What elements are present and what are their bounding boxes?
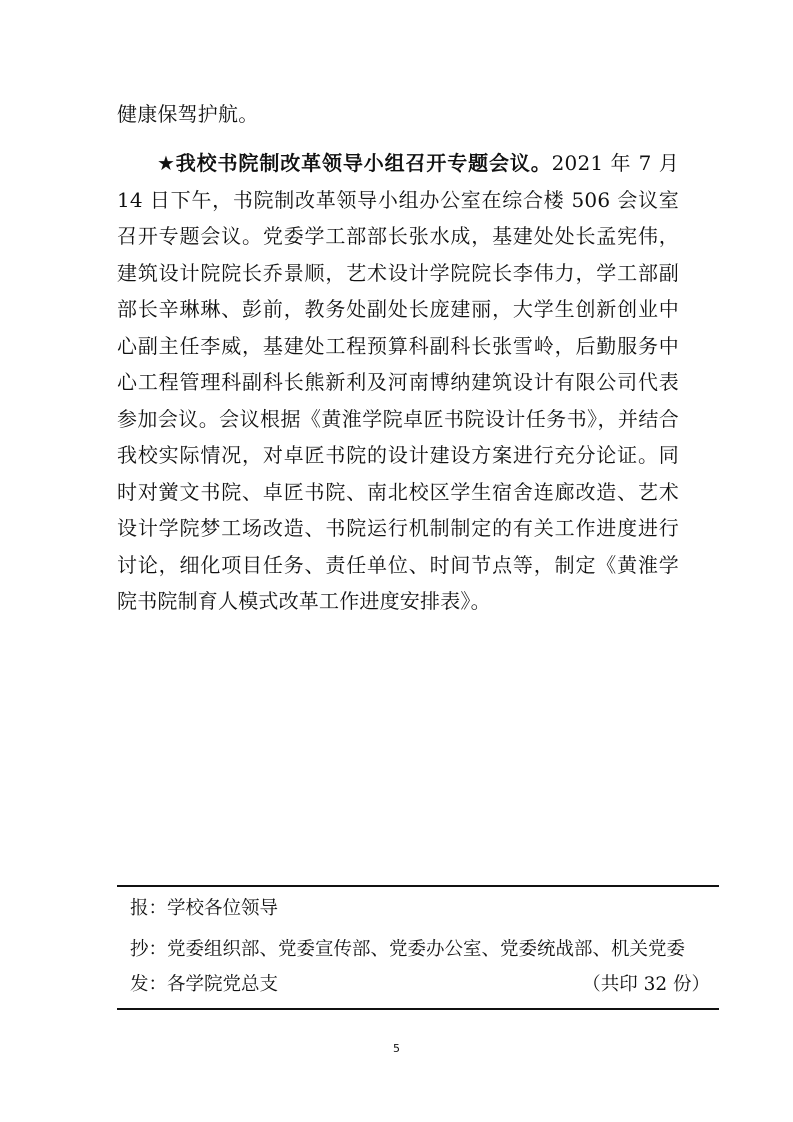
- news-body: 2021 年 7 月 14 日下午，书院制改革领导小组办公室在综合楼 506 会议室召开专题会议。党委学工部部长张水成，基建处处长孟宪伟，建筑设计院院长乔景顺，艺术设计学院院长李伟力，学工部副部长辛琳琳、彭前，教务处副处长庞建丽，大学生创新创业中心副主任李威，基建处工程预算科副科长张雪岭，后勤服务中心工程管理科副科长熊新利及河南博纳建筑设计有限公司代表参加会议。会议根据《黄淮学院卓匠书院设计任务书》，并结合我校实际情况，对卓匠书院的设计建设方案进行充分论证。同时对黉文书院、卓匠书院、南北校区学生宿舍连廊改造、艺术设计学院梦工场改造、书院运行机制制定的有关工作进度进行讨论，细化项目任务、责任单位、时间节点等，制定《黄淮学院书院制育人模式改革工作进度安排表》。: [117, 151, 679, 613]
- news-paragraph: [117, 145, 679, 620]
- distribution-bottom-rule: [117, 1008, 719, 1010]
- distribution-copy-line: [130, 935, 710, 965]
- distribution-report-line: [130, 894, 710, 924]
- distribution-copy-text: 抄：党委组织部、党委宣传部、党委办公室、党委统战部、机关党委: [130, 939, 686, 960]
- print-copies-count: （共印 32 份）: [582, 974, 710, 995]
- distribution-report-text: 报：学校各位领导: [130, 898, 279, 919]
- continuation-paragraph: [117, 96, 679, 133]
- distribution-top-rule: [117, 885, 719, 887]
- news-headline: ★我校书院制改革领导小组召开专题会议。: [157, 151, 552, 175]
- continuation-text: 健康保驾护航。: [117, 102, 259, 126]
- distribution-send-line: [130, 970, 710, 1000]
- distribution-send-text: 发：各学院党总支: [130, 974, 279, 995]
- page-number: 5: [393, 1042, 400, 1055]
